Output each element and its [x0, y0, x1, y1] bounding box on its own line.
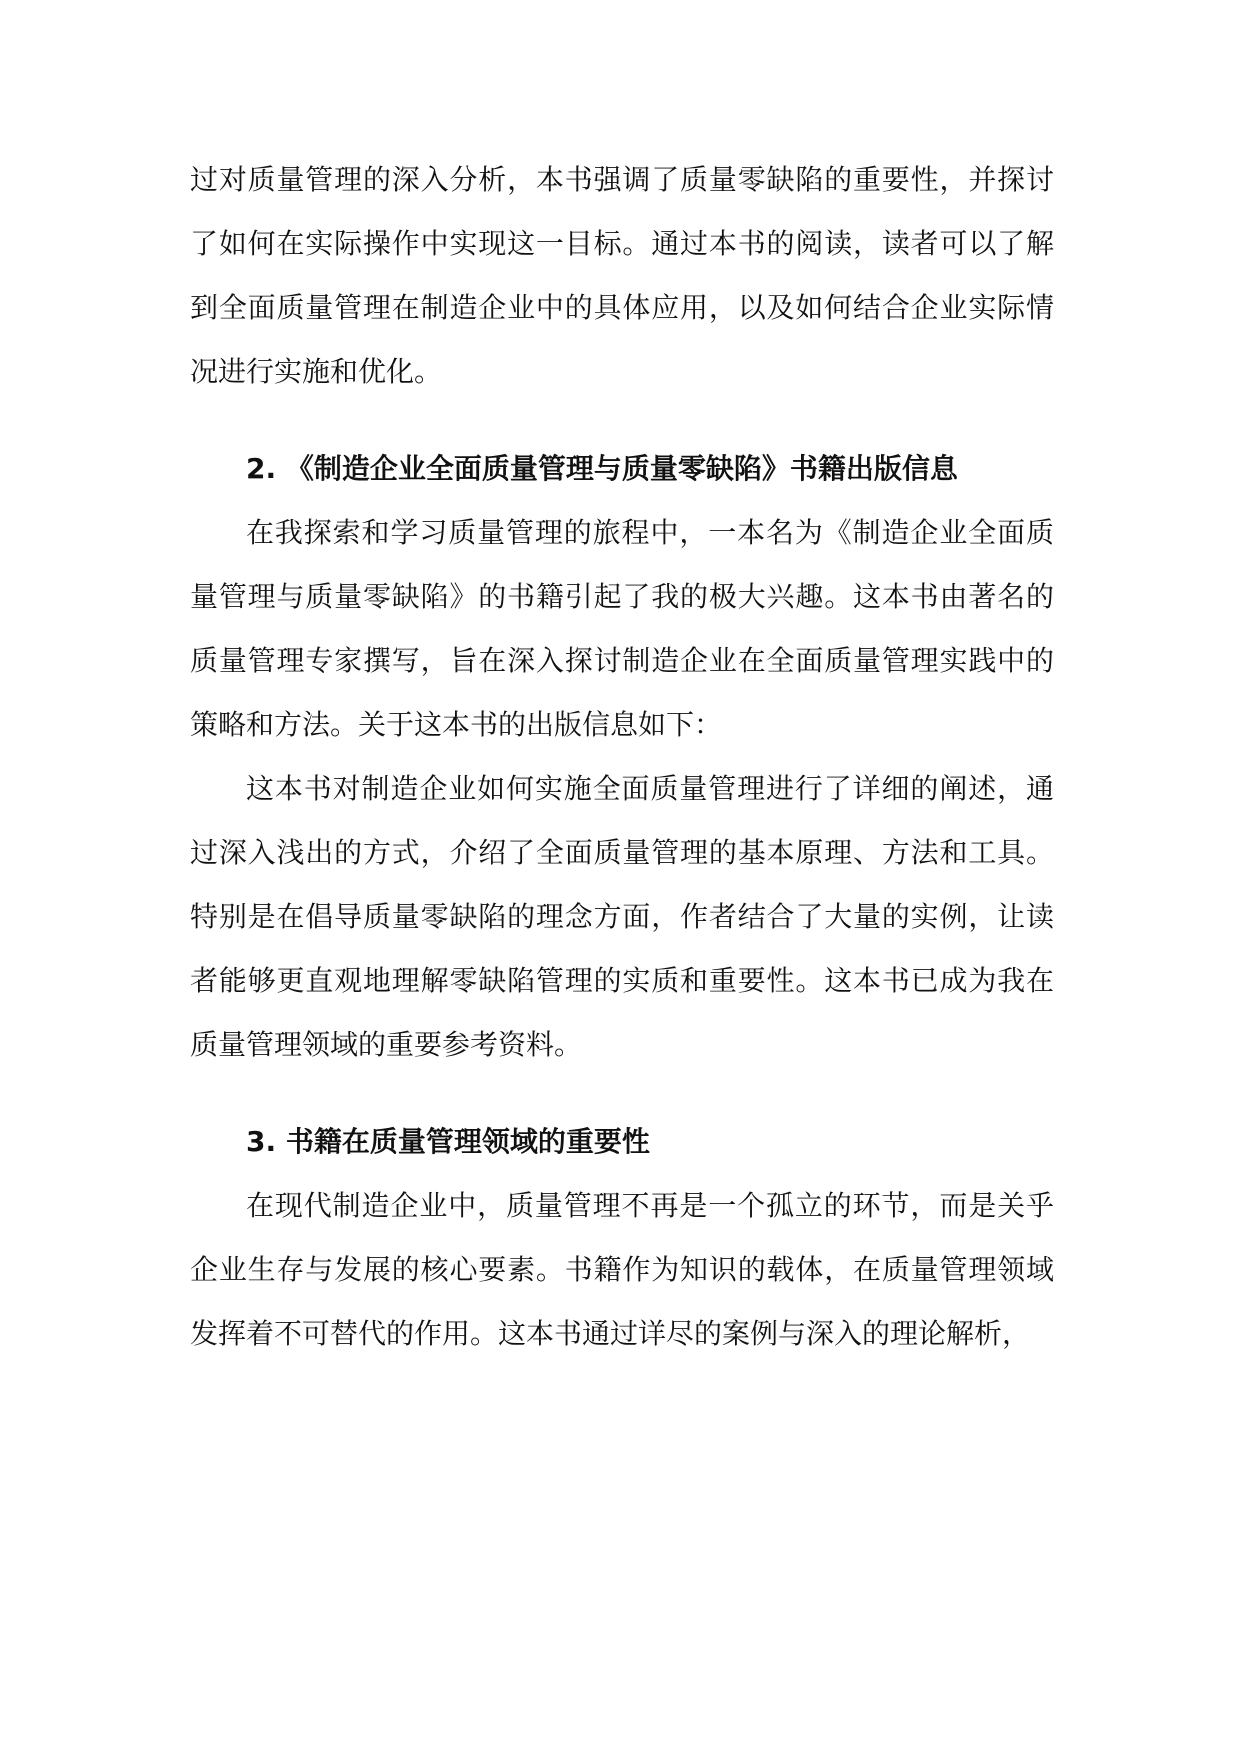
paragraph-intro-continuation: 过对质量管理的深入分析，本书强调了质量零缺陷的重要性，并探讨了如何在实际操作中实现这一目标。通过本书的阅读，读者可以了解到全面质量管理在制造企业中的具体应用，以及如何结合企业实际情况进行实施和优化。	[190, 163, 1054, 388]
section-heading-publication-info: 2. 《制造企业全面质量管理与质量零缺陷》书籍出版信息	[246, 452, 958, 485]
document-page	[190, 148, 1054, 1366]
paragraph-importance: 在现代制造企业中，质量管理不再是一个孤立的环节，而是关乎企业生存与发展的核心要素。书籍作为知识的载体，在质量管理领域发挥着不可替代的作用。这本书通过详尽的案例与深入的理论解析，	[190, 1189, 1054, 1350]
paragraph-book-introduction: 在我探索和学习质量管理的旅程中，一本名为《制造企业全面质量管理与质量零缺陷》的书籍引起了我的极大兴趣。这本书由著名的质量管理专家撰写，旨在深入探讨制造企业在全面质量管理实践中的策略和方法。关于这本书的出版信息如下：	[190, 516, 1054, 741]
section-heading-importance: 3. 书籍在质量管理领域的重要性	[246, 1125, 650, 1158]
paragraph-book-content: 这本书对制造企业如何实施全面质量管理进行了详细的阐述，通过深入浅出的方式，介绍了全面质量管理的基本原理、方法和工具。特别是在倡导质量零缺陷的理念方面，作者结合了大量的实例，让读者能够更直观地理解零缺陷管理的实质和重要性。这本书已成为我在质量管理领域的重要参考资料。	[190, 772, 1054, 1061]
